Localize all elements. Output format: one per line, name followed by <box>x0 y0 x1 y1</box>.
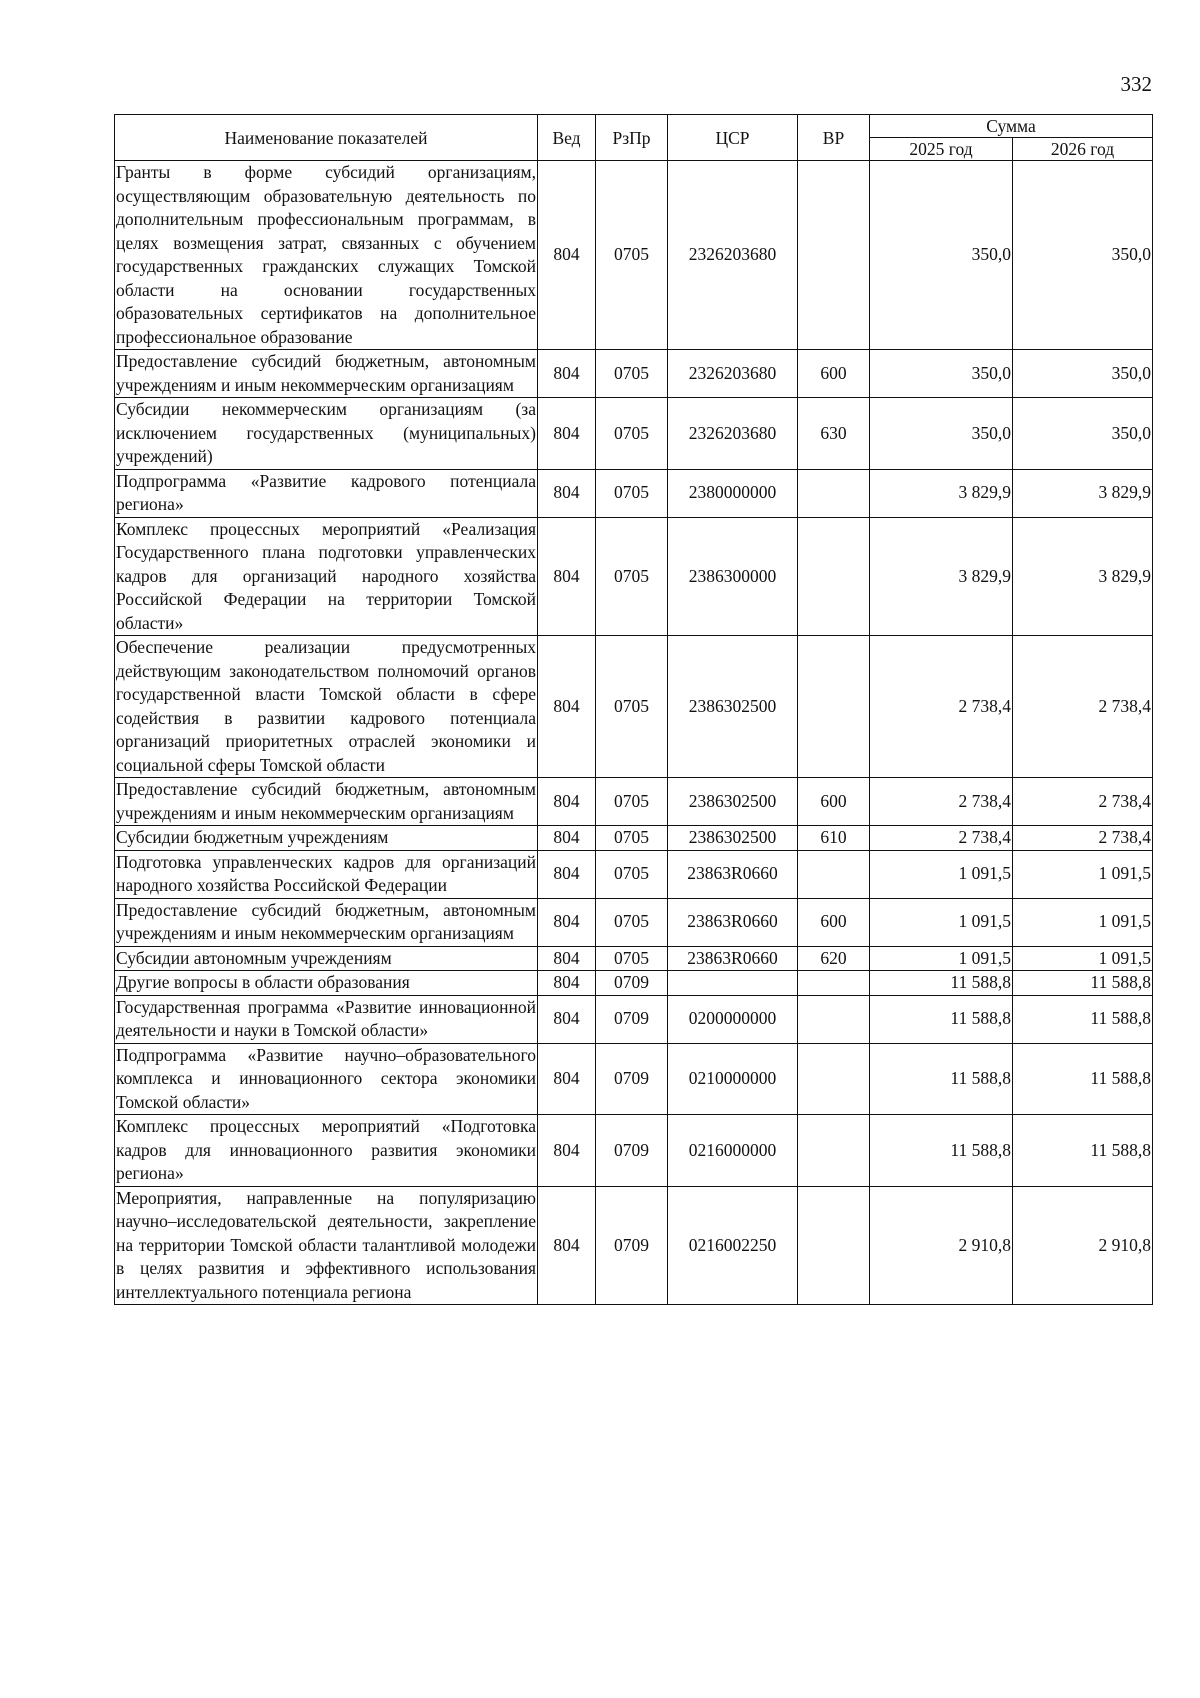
row-name: Другие вопросы в области образования <box>115 971 538 996</box>
row-ved: 804 <box>538 1186 596 1305</box>
table-row <box>115 971 1153 996</box>
row-rzpr: 0709 <box>596 1115 668 1187</box>
row-name: Предоставление субсидий бюджетным, автономным учреждениям и иным некоммерческим организациям <box>115 778 538 826</box>
row-sum-2025: 11 588,8 <box>870 971 1013 996</box>
header-year-2026: 2026 год <box>1013 138 1153 161</box>
table-row <box>115 161 1153 350</box>
row-vr: 610 <box>798 826 870 851</box>
row-csr: 23863R0660 <box>668 898 798 946</box>
row-name: Государственная программа «Развитие инновационной деятельности и науки в Томской области» <box>115 995 538 1043</box>
row-sum-2025: 2 738,4 <box>870 636 1013 778</box>
row-sum-2026: 2 738,4 <box>1013 636 1153 778</box>
row-sum-2026: 1 091,5 <box>1013 850 1153 898</box>
table-row <box>115 517 1153 636</box>
row-vr <box>798 636 870 778</box>
row-sum-2026: 350,0 <box>1013 161 1153 350</box>
row-sum-2025: 2 738,4 <box>870 778 1013 826</box>
row-vr <box>798 469 870 517</box>
row-sum-2025: 1 091,5 <box>870 850 1013 898</box>
row-ved: 804 <box>538 350 596 398</box>
row-ved: 804 <box>538 778 596 826</box>
row-csr: 0216002250 <box>668 1186 798 1305</box>
row-csr: 2326203680 <box>668 398 798 470</box>
row-sum-2025: 2 910,8 <box>870 1186 1013 1305</box>
row-sum-2026: 3 829,9 <box>1013 517 1153 636</box>
row-vr: 630 <box>798 398 870 470</box>
header-ved: Вед <box>538 115 596 161</box>
row-name: Субсидии бюджетным учреждениям <box>115 826 538 851</box>
row-csr: 2386302500 <box>668 636 798 778</box>
row-sum-2025: 3 829,9 <box>870 469 1013 517</box>
header-csr: ЦСР <box>668 115 798 161</box>
row-sum-2026: 2 910,8 <box>1013 1186 1153 1305</box>
row-vr <box>798 850 870 898</box>
row-rzpr: 0705 <box>596 161 668 350</box>
row-sum-2026: 11 588,8 <box>1013 995 1153 1043</box>
row-sum-2025: 11 588,8 <box>870 1115 1013 1187</box>
row-csr: 2380000000 <box>668 469 798 517</box>
row-name: Субсидии некоммерческим организациям (за исключением государственных (муниципальных) учреждений) <box>115 398 538 470</box>
row-ved: 804 <box>538 850 596 898</box>
row-name: Гранты в форме субсидий организациям, осуществляющим образовательную деятельность по дополнительным профессиональным программам, в целях возмещения затрат, связанных с обучением государственных гражданских служащих Томской области на основании государственных образовательных сертификатов на дополнительное профессиональное образование <box>115 161 538 350</box>
row-rzpr: 0705 <box>596 850 668 898</box>
row-sum-2025: 350,0 <box>870 350 1013 398</box>
row-vr <box>798 1043 870 1115</box>
row-name: Обеспечение реализации предусмотренных действующим законодательством полномочий органов государственной власти Томской области в сфере содействия в развитии кадрового потенциала организаций приоритетных отраслей экономики и социальной сферы Томской области <box>115 636 538 778</box>
row-ved: 804 <box>538 636 596 778</box>
row-vr: 600 <box>798 778 870 826</box>
table-row <box>115 398 1153 470</box>
row-rzpr: 0705 <box>596 826 668 851</box>
row-rzpr: 0705 <box>596 517 668 636</box>
row-rzpr: 0705 <box>596 350 668 398</box>
row-ved: 804 <box>538 517 596 636</box>
row-vr <box>798 517 870 636</box>
row-ved: 804 <box>538 826 596 851</box>
table-row <box>115 1186 1153 1305</box>
table-row <box>115 995 1153 1043</box>
row-csr <box>668 971 798 996</box>
row-csr: 2326203680 <box>668 350 798 398</box>
row-name: Комплекс процессных мероприятий «Подготовка кадров для инновационного развития экономики региона» <box>115 1115 538 1187</box>
row-rzpr: 0705 <box>596 898 668 946</box>
row-name: Подпрограмма «Развитие кадрового потенциала региона» <box>115 469 538 517</box>
header-vr: ВР <box>798 115 870 161</box>
budget-table <box>114 114 1153 1305</box>
row-name: Предоставление субсидий бюджетным, автономным учреждениям и иным некоммерческим организациям <box>115 898 538 946</box>
table-row <box>115 850 1153 898</box>
row-vr <box>798 1115 870 1187</box>
row-ved: 804 <box>538 971 596 996</box>
row-csr: 0200000000 <box>668 995 798 1043</box>
row-vr: 600 <box>798 898 870 946</box>
row-rzpr: 0705 <box>596 469 668 517</box>
row-vr <box>798 161 870 350</box>
row-csr: 2386300000 <box>668 517 798 636</box>
row-rzpr: 0705 <box>596 636 668 778</box>
row-sum-2026: 3 829,9 <box>1013 469 1153 517</box>
row-csr: 2386302500 <box>668 826 798 851</box>
table-row <box>115 898 1153 946</box>
row-sum-2025: 2 738,4 <box>870 826 1013 851</box>
row-rzpr: 0709 <box>596 971 668 996</box>
table-header <box>115 115 1153 161</box>
row-sum-2025: 350,0 <box>870 398 1013 470</box>
row-sum-2026: 2 738,4 <box>1013 778 1153 826</box>
page-number: 332 <box>1120 72 1152 96</box>
row-sum-2025: 350,0 <box>870 161 1013 350</box>
row-sum-2026: 350,0 <box>1013 350 1153 398</box>
row-sum-2026: 1 091,5 <box>1013 946 1153 971</box>
table-row <box>115 1043 1153 1115</box>
row-csr: 23863R0660 <box>668 946 798 971</box>
row-ved: 804 <box>538 469 596 517</box>
row-rzpr: 0709 <box>596 1043 668 1115</box>
table-row <box>115 946 1153 971</box>
row-sum-2025: 11 588,8 <box>870 1043 1013 1115</box>
row-vr <box>798 995 870 1043</box>
row-rzpr: 0705 <box>596 778 668 826</box>
row-vr: 600 <box>798 350 870 398</box>
row-ved: 804 <box>538 1115 596 1187</box>
header-year-2025: 2025 год <box>870 138 1013 161</box>
row-rzpr: 0709 <box>596 1186 668 1305</box>
row-name: Субсидии автономным учреждениям <box>115 946 538 971</box>
row-sum-2025: 1 091,5 <box>870 898 1013 946</box>
row-name: Предоставление субсидий бюджетным, автономным учреждениям и иным некоммерческим организациям <box>115 350 538 398</box>
row-name: Комплекс процессных мероприятий «Реализация Государственного плана подготовки управленческих кадров для организаций народного хозяйства Российской Федерации на территории Томской области» <box>115 517 538 636</box>
row-sum-2026: 11 588,8 <box>1013 1115 1153 1187</box>
table-row <box>115 636 1153 778</box>
row-sum-2026: 2 738,4 <box>1013 826 1153 851</box>
row-sum-2025: 1 091,5 <box>870 946 1013 971</box>
table-row <box>115 469 1153 517</box>
row-vr: 620 <box>798 946 870 971</box>
row-csr: 0210000000 <box>668 1043 798 1115</box>
row-csr: 2386302500 <box>668 778 798 826</box>
row-ved: 804 <box>538 898 596 946</box>
row-name: Подпрограмма «Развитие научно–образовательного комплекса и инновационного сектора экономики Томской области» <box>115 1043 538 1115</box>
table-row <box>115 350 1153 398</box>
table-row <box>115 1115 1153 1187</box>
header-sum: Сумма <box>870 115 1153 138</box>
row-sum-2026: 1 091,5 <box>1013 898 1153 946</box>
row-ved: 804 <box>538 946 596 971</box>
row-rzpr: 0709 <box>596 995 668 1043</box>
row-name: Мероприятия, направленные на популяризацию научно–исследовательской деятельности, закрепление на территории Томской области талантливой молодежи в целях развития и эффективного использования интеллектуального потенциала региона <box>115 1186 538 1305</box>
row-csr: 0216000000 <box>668 1115 798 1187</box>
row-ved: 804 <box>538 995 596 1043</box>
row-sum-2026: 11 588,8 <box>1013 971 1153 996</box>
row-csr: 2326203680 <box>668 161 798 350</box>
table-row <box>115 826 1153 851</box>
header-rzpr: РзПр <box>596 115 668 161</box>
table-row <box>115 778 1153 826</box>
row-name: Подготовка управленческих кадров для организаций народного хозяйства Российской Федерации <box>115 850 538 898</box>
row-ved: 804 <box>538 1043 596 1115</box>
row-vr <box>798 1186 870 1305</box>
row-ved: 804 <box>538 161 596 350</box>
header-name: Наименование показателей <box>115 115 538 161</box>
row-sum-2026: 350,0 <box>1013 398 1153 470</box>
row-csr: 23863R0660 <box>668 850 798 898</box>
row-sum-2025: 11 588,8 <box>870 995 1013 1043</box>
row-rzpr: 0705 <box>596 398 668 470</box>
row-rzpr: 0705 <box>596 946 668 971</box>
row-ved: 804 <box>538 398 596 470</box>
row-sum-2026: 11 588,8 <box>1013 1043 1153 1115</box>
row-sum-2025: 3 829,9 <box>870 517 1013 636</box>
row-vr <box>798 971 870 996</box>
table-body <box>115 161 1153 1305</box>
